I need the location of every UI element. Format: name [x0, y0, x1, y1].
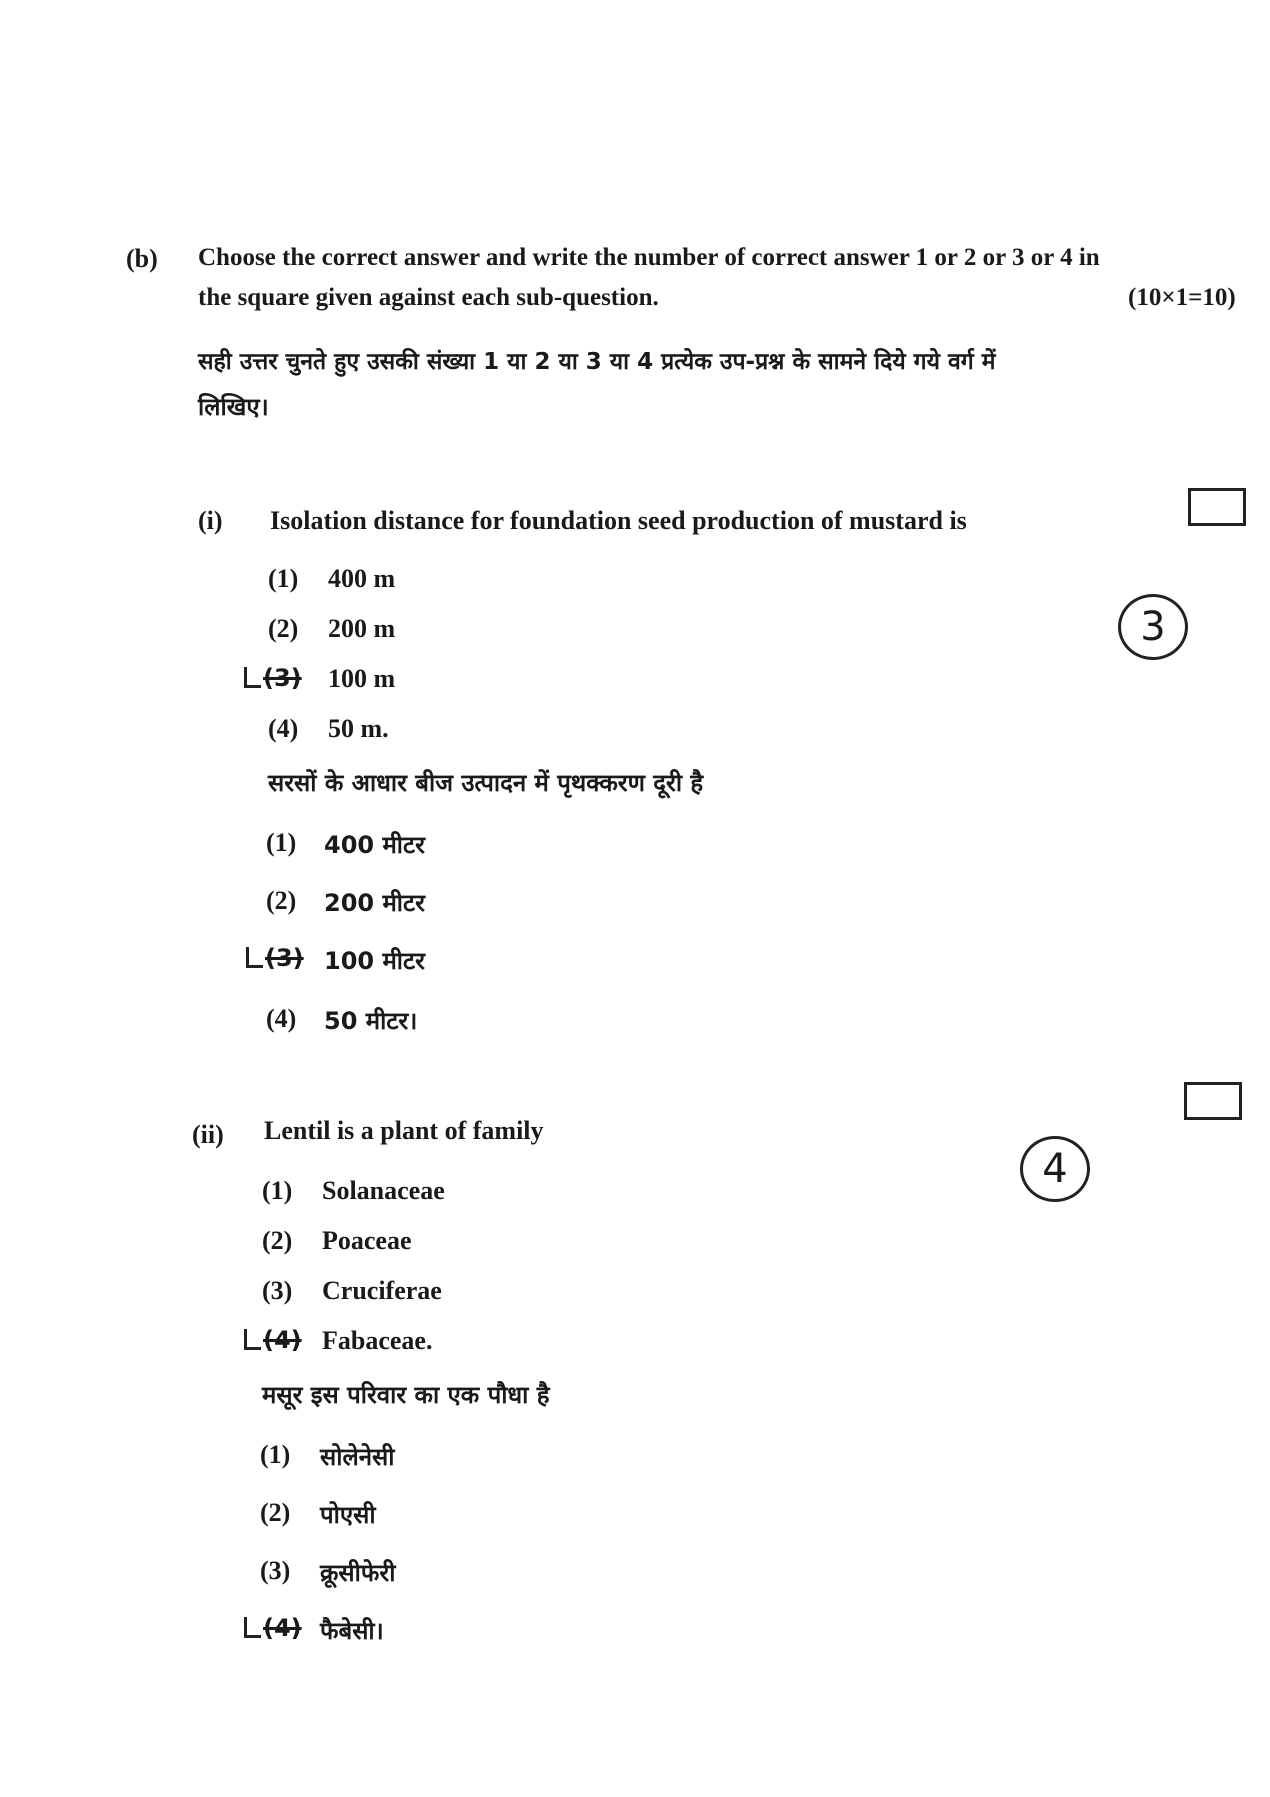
instruction-en-line2: the square given against each sub-question.: [198, 284, 659, 311]
option-number: (2): [268, 614, 299, 643]
option-text: 100 m: [328, 664, 396, 693]
tick-icon: [244, 1329, 261, 1350]
option-text: फैबेसी।: [320, 1617, 384, 1645]
option-number: (3): [260, 1556, 291, 1585]
tick-icon: [246, 947, 263, 968]
option-number: (4): [268, 714, 299, 743]
question-number: (ii): [192, 1120, 224, 1149]
option-text: Poaceae: [322, 1226, 412, 1255]
option-text: पोएसी: [320, 1501, 376, 1529]
option-text: 200 m: [328, 614, 396, 643]
tick-mark: [244, 664, 302, 692]
question-text-en: Lentil is a plant of family: [264, 1116, 544, 1145]
option-number: (2): [260, 1498, 291, 1527]
part-label: (b): [126, 244, 158, 273]
option-number: (3): [263, 664, 302, 692]
answer-box[interactable]: [1184, 1082, 1242, 1120]
question-text-hi: सरसों के आधार बीज उत्पादन में पृथक्करण दूरी है: [268, 769, 704, 797]
option-number: (2): [266, 886, 297, 915]
option-number: (4): [263, 1326, 302, 1354]
option-text: क्रूसीफेरी: [320, 1559, 396, 1587]
option-text: 100 मीटर: [324, 947, 425, 975]
option-number: (1): [266, 828, 297, 857]
tick-mark: [246, 944, 304, 972]
option-text: 200 मीटर: [324, 889, 425, 917]
option-text: सोलेनेसी: [320, 1443, 395, 1471]
handwritten-answer: 4: [1020, 1136, 1090, 1202]
handwritten-answer: 3: [1118, 594, 1188, 660]
option-text: 50 मीटर।: [324, 1007, 418, 1035]
option-number: (1): [262, 1176, 293, 1205]
question-number: (i): [198, 506, 223, 535]
marks: (10×1=10): [1128, 284, 1236, 311]
option-number: (3): [265, 944, 304, 972]
option-text: 50 m.: [328, 714, 389, 743]
option-text: Fabaceae.: [322, 1326, 433, 1355]
option-text: 400 m: [328, 564, 396, 593]
tick-icon: [244, 1617, 261, 1638]
option-number: (1): [260, 1440, 291, 1469]
tick-mark: [244, 1614, 302, 1642]
tick-mark: [244, 1326, 302, 1354]
question-text-en: Isolation distance for foundation seed production of mustard is: [270, 506, 967, 535]
option-number: (4): [266, 1004, 297, 1033]
option-number: (3): [262, 1276, 293, 1305]
instruction-hi-line1: सही उत्तर चुनते हुए उसकी संख्या 1 या 2 या 3 या 4 प्रत्येक उप-प्रश्न के सामने दिये गये वर्ग में: [198, 349, 996, 375]
option-text: Cruciferae: [322, 1276, 442, 1305]
option-text: Solanaceae: [322, 1176, 445, 1205]
instruction-hi-line2: लिखिए।: [198, 393, 269, 421]
answer-box[interactable]: [1188, 488, 1246, 526]
question-text-hi: मसूर इस परिवार का एक पौधा है: [262, 1381, 550, 1409]
option-number: (2): [262, 1226, 293, 1255]
tick-icon: [244, 667, 261, 688]
option-number: (4): [263, 1614, 302, 1642]
instruction-en-line1: Choose the correct answer and write the number of correct answer 1 or 2 or 3 or 4 in: [198, 244, 1100, 271]
option-text: 400 मीटर: [324, 831, 425, 859]
option-number: (1): [268, 564, 299, 593]
